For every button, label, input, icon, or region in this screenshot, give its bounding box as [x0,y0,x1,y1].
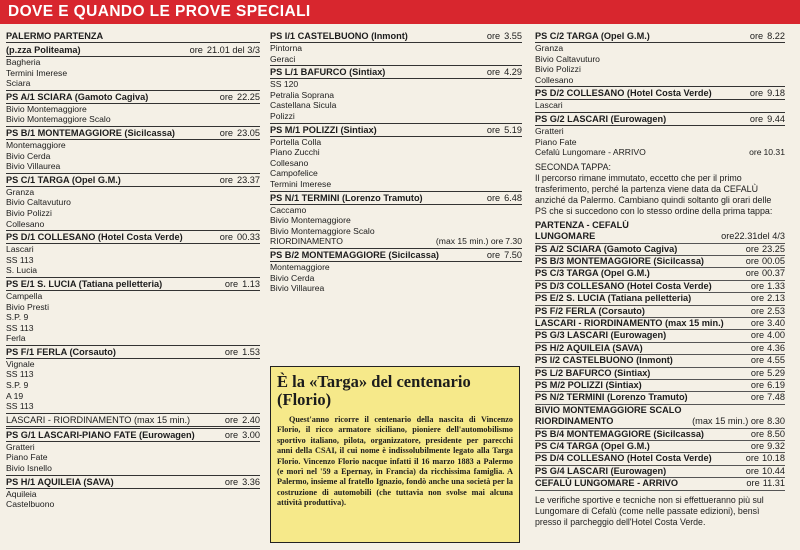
time-label: ore [224,429,239,440]
section-name: PS G/2 LASCARI (Eurowagen) [535,113,667,124]
column-middle [270,30,522,295]
waypoint: Castelbuono [6,499,55,510]
time-value: 4.00 [767,330,785,341]
section-header [270,191,522,205]
waypoint: Petralia Soprana [270,89,335,100]
time-value: 7.30 [505,236,522,247]
time-value: 3.55 [504,31,522,41]
time-label: ore [749,31,764,41]
waypoint: Termini Imerese [270,178,332,189]
waypoint: Piano Zucchi [270,147,320,158]
section-name: PS F/1 FERLA (Corsauto) [6,346,116,357]
stage2b-list [535,429,785,491]
section-name: PS N/1 TERMINI (Lorenzo Tramuto) [270,192,423,203]
section-name: PS D/2 COLLESANO (Hotel Costa Verde) [535,88,712,99]
waypoint-with-time [270,236,522,247]
section-header [270,65,522,79]
section-name: PS E/1 S. LUCIA (Tatiana pelletteria) [6,278,163,289]
time-label: ore [224,278,239,289]
waypoint: Piano Fate [6,452,48,463]
time-label: ore [219,91,233,102]
route-section [6,413,260,427]
waypoint: Ferla [6,333,26,344]
time-label: ore [189,45,203,55]
section-header [6,30,260,43]
column-left [6,30,260,511]
time-label: ore [745,465,759,476]
stage-name: PS D/3 COLLESANO (Hotel Costa Verde) [535,280,712,291]
time-value: 9.44 [767,113,785,124]
section-name: PS G/1 LASCARI-PIANO FATE (Eurowagen) [6,429,195,440]
stage-name: PS B/3 MONTEMAGGIORE (Sicilcassa) [535,255,704,266]
page-title: DOVE E QUANDO LE PROVE SPECIALI [8,3,311,20]
time-value: 2.13 [767,293,785,304]
route-section [270,65,522,121]
time-label: ore [219,174,233,185]
time-value: 6.19 [767,380,785,391]
stage2-start-name: PARTENZA - CEFALÙ [535,219,629,230]
waypoint: SS 113 [6,401,34,412]
stage-name: PS E/2 S. LUCIA (Tatiana pelletteria) [535,293,692,304]
time-label: ore [750,392,765,403]
time-label: ore [750,318,765,328]
waypoint: SS 113 [6,322,34,333]
stage-name: PS C/3 TARGA (Opel G.M.) [535,268,650,279]
waypoint: Lascari [535,100,563,111]
waypoint: Polizzi [270,110,295,121]
time-value: 3.36 [242,476,260,487]
waypoint: Montemaggiore [270,261,330,272]
time-label: ore [486,31,501,41]
time-label: ore [750,330,765,341]
time-label: ore [224,346,239,357]
waypoint: Portella Colla [270,136,322,147]
waypoint: Bivio Polizzi [535,64,581,75]
section-header [6,413,260,427]
time-value: 21.01 del 3/3 [206,45,260,55]
stage2-row [535,392,785,404]
waypoint: SS 120 [270,79,299,90]
section-header [270,248,522,262]
section-header [6,428,260,442]
waypoint: Lascari [6,244,34,255]
waypoint: Collesano [535,74,574,85]
waypoint: Pintorna [270,43,303,53]
route-section [535,112,785,158]
time-label: ore [749,147,762,158]
stage-name: PS D/4 COLLESANO (Hotel Costa Verde) [535,453,712,464]
time-label: ore [745,453,759,464]
route-section [6,277,260,344]
route-section [6,345,260,412]
stage-name: PS G/4 LASCARI (Eurowagen) [535,465,667,476]
right-top-sections [535,30,785,158]
waypoint: Bagheria [6,57,41,67]
stage2-row [535,293,785,305]
stage2-row [535,281,785,293]
time-label: ore [750,293,765,304]
time-value: 11.31 [762,478,785,489]
stage2-row [535,441,785,453]
seconda-heading: SECONDA TAPPA: [535,161,611,172]
time-value: 00.37 [762,268,785,279]
time-value: 3.40 [767,318,785,328]
time-label: ore [745,268,759,279]
stage-name: PS B/4 MONTEMAGGIORE (Sicilcassa) [535,428,704,439]
stage2-row [535,268,785,280]
section-name: PS M/1 POLIZZI (Sintiax) [270,124,377,135]
waypoint: Vignale [6,358,35,369]
time-value: 7.48 [767,392,785,403]
route-section [6,44,260,89]
riord-line1: BIVIO MONTEMAGGIORE SCALO [535,404,682,415]
florio-box [270,366,520,543]
section-header [6,90,260,104]
riordinamento-block [535,405,785,429]
time-value: 7.50 [504,249,522,260]
time-value: 23.37 [237,174,260,185]
route-section [6,428,260,474]
waypoint: Bivio Caltavuturo [6,197,71,208]
time-value: 6.48 [504,192,522,203]
route-section [535,30,785,85]
section-name: PS B/2 MONTEMAGGIORE (Sicilcassa) [270,249,439,260]
stage-name: PS C/4 TARGA (Opel G.M.) [535,441,650,452]
stage2-row [535,368,785,380]
stage2-row [535,318,785,330]
route-section [270,248,522,294]
stage2-row [535,429,785,441]
waypoint: Aquileia [6,488,37,499]
waypoint: Bivio Presti [6,301,49,312]
waypoint: Bivio Villaurea [6,161,61,172]
waypoint: Bivio Villaurea [270,283,325,294]
time-value: 22.25 [237,91,260,102]
time-label: ore [750,342,765,353]
section-header [6,173,260,187]
stage2-row [535,453,785,465]
time-value: 8.22 [767,31,785,41]
stage-name: PS A/2 SCIARA (Gamoto Cagiva) [535,243,678,254]
stage2-row [535,343,785,355]
waypoint: SS 113 [6,369,34,380]
time-value: 10.18 [762,453,785,464]
route-section [270,123,522,190]
section-name: PALERMO PARTENZA [6,31,104,41]
time-label: ore [486,67,501,78]
waypoint: SS 113 [6,254,34,265]
section-name: PS L/1 BAFURCO (Sintiax) [270,67,386,78]
time-value: 8.50 [767,428,785,439]
waypoint: Campofelice [270,168,318,179]
waypoint: Bivio Montemaggiore [6,103,87,114]
time-label: ore [750,355,765,366]
waypoint: Caccamo [270,204,307,215]
waypoint: Termini Imerese [6,67,68,78]
waypoint: Bivio Polizzi [6,207,52,218]
section-header [270,30,522,43]
box-title: È la «Targa» del centenario (Florio) [277,372,471,409]
stage2-row [535,306,785,318]
stage2-list [535,244,785,405]
time-value: 1.13 [242,278,260,289]
footer-note: Le verifiche sportive e tecniche non si effettueranno più sul Lungomare di Cefalù (come nelle passate edizioni), bensì presso il parcheggio dell'Hotel Costa Verde. [535,494,764,527]
riord-line2: RIORDINAMENTO [535,416,614,427]
time-value: 23.05 [237,127,260,138]
waypoint: Sciara [6,78,31,89]
route-section [270,191,522,247]
time-value: 4.55 [767,355,785,366]
time-value: 4.36 [767,342,785,353]
section-name: LASCARI - RIORDINAMENTO (max 15 min.) [6,414,191,425]
section-header [270,123,522,137]
time-value: 5.29 [767,367,785,378]
stage-name: PS F/2 FERLA (Corsauto) [535,305,645,316]
waypoint: Bivio Cerda [270,272,315,283]
section-header [6,230,260,244]
waypoint: S.P. 9 [6,312,29,323]
time-label: ore [749,88,764,99]
route-section [6,30,260,43]
waypoint: Piano Fate [535,136,577,147]
stage2-row [535,330,785,342]
waypoint: A 19 [6,390,24,401]
section-name: PS H/1 AQUILEIA (SAVA) [6,476,114,487]
time-label: ore [219,127,233,138]
section-name: PS D/1 COLLESANO (Hotel Costa Verde) [6,232,183,243]
time-value: 9.18 [767,88,785,99]
waypoint-name: RIORDINAMENTO [270,236,343,247]
time-label: ore [486,192,501,203]
time-value: 4.29 [504,67,522,78]
time-value: 23.25 [762,243,785,254]
stage-name: LASCARI - RIORDINAMENTO (max 15 min.) [535,318,724,328]
waypoint: Bivio Montemaggiore Scalo [6,114,111,125]
section-header [535,30,785,43]
time-value: 1.33 [767,280,785,291]
stage2-row [535,256,785,268]
stage2-row [535,478,785,490]
section-header [6,277,260,291]
waypoint: Bivio Montemaggiore Scalo [270,225,375,236]
waypoint: Gratteri [535,125,564,136]
route-section [535,86,785,111]
waypoint: Castellana Sicula [270,100,337,111]
section-header [6,345,260,359]
waypoint: S. Lucia [6,265,38,276]
waypoint: Montemaggiore [6,139,66,150]
time-label: ore [750,367,765,378]
time-value: 00.33 [237,232,260,243]
time-value: 1.53 [242,346,260,357]
stage-name: PS H/2 AQUILEIA (SAVA) [535,342,643,353]
stage-name: PS N/2 TERMINI (Lorenzo Tramuto) [535,392,688,403]
time-value: 9.32 [767,441,785,452]
waypoint: Collesano [6,218,45,229]
route-section [270,30,522,64]
time-label: ore [486,249,501,260]
section-name: PS C/2 TARGA (Opel G.M.) [535,31,650,41]
seconda-text: Il percorso rimane immutato, eccetto che per il primo trasferimento, perché la partenza viene data da CEFALÙ anziché da Palermo. Cambiano quindi soltanto gli orari delle PS che si succedono con lo stesso ordine della prima tappa: [535,172,773,216]
waypoint-name: Cefalù Lungomare - ARRIVO [535,147,646,158]
waypoint: Bivio Cerda [6,150,51,161]
section-header [6,475,260,489]
section-header [535,86,785,100]
stage2-row [535,355,785,367]
section-name: PS I/1 CASTELBUONO (Inmont) [270,31,408,41]
stage2-row [535,244,785,256]
stage2-start [535,220,785,244]
time-label: ore [219,232,233,243]
waypoint: Collesano [270,157,309,168]
time-label: ore [486,124,501,135]
time-value: 5.19 [504,124,522,135]
time-value: 00.05 [762,255,785,266]
waypoint: Granza [6,186,35,197]
waypoint: S.P. 9 [6,380,29,391]
stage-name: PS I/2 CASTELBUONO (Inmont) [535,355,673,366]
section-header [6,126,260,140]
waypoint-with-time [535,147,785,158]
stage2-row [535,380,785,392]
waypoint: Bivio Caltavuturo [535,53,600,64]
section-name: (p.zza Politeama) [6,45,81,55]
waypoint: Campella [6,290,43,301]
time-label: ore [224,414,239,425]
stage-name: PS M/2 POLIZZI (Sintiax) [535,380,642,391]
waypoint: Geraci [270,53,296,64]
seconda-tappa [535,162,785,217]
route-section [6,126,260,172]
stage-name: PS L/2 BAFURCO (Sintiax) [535,367,651,378]
waypoint: Bivio Isnello [6,463,52,474]
header-banner [0,0,800,24]
section-header [535,112,785,126]
section-header [6,44,260,57]
stage2-start-row: LUNGOMARE ore 22.31del 4/3 [535,231,785,243]
section-name: PS C/1 TARGA (Opel G.M.) [6,174,121,185]
time-label: (max 15 min.) ore [435,236,504,247]
time-label: ore [750,380,765,391]
time-label: ore [750,305,765,316]
waypoint: Bivio Montemaggiore [270,215,351,226]
time-value: 10.44 [762,465,785,476]
time-label: ore [750,428,765,439]
section-name: PS B/1 MONTEMAGGIORE (Sicilcassa) [6,127,175,138]
route-section [6,90,260,125]
time-label: ore [750,280,765,291]
riord-value: 8.30 [767,416,785,427]
route-section [6,475,260,510]
time-label: ore [749,113,764,124]
stage-name: PS G/3 LASCARI (Eurowagen) [535,330,667,341]
box-text: Quest'anno ricorre il centenario della nascita di Vincenzo Florio, il ricco armatore siciliano, pioniere dell'automobilismo sportivo italiano, pilota, organizzatore, presidente per parecchi anni della CSAI, il cui nome è indissolubilmente legato alla Targa Florio. Vincenzo Florio nacque infatti il 16 marzo 1883 a Palermo (e morì nel '59 a Epernay, in Francia) da ricchissima famiglia. A Palermo, insieme al fratello Ignazio, fondò anche una società per la costruzione di automobili (che tuttavia non svolse mai alcuna attività produttiva). [277,415,513,508]
time-value: 2.40 [242,414,260,425]
column-right [535,30,785,528]
riord-label: (max 15 min.) ore [692,416,765,427]
time-value: 10.31 [763,147,785,158]
waypoint: Granza [535,43,564,53]
time-value: 2.53 [767,305,785,316]
time-label: ore [750,441,765,452]
time-label: ore [745,243,759,254]
route-section [6,230,260,276]
stage2-row [535,466,785,478]
time-label: ore [224,476,239,487]
time-label: ore [746,478,760,489]
section-name: PS A/1 SCIARA (Gamoto Cagiva) [6,91,149,102]
time-label: ore [745,255,759,266]
stage-name: CEFALÙ LUNGOMARE - ARRIVO [535,478,679,489]
time-value: 3.00 [242,429,260,440]
route-section [6,173,260,229]
waypoint: Gratteri [6,441,35,452]
